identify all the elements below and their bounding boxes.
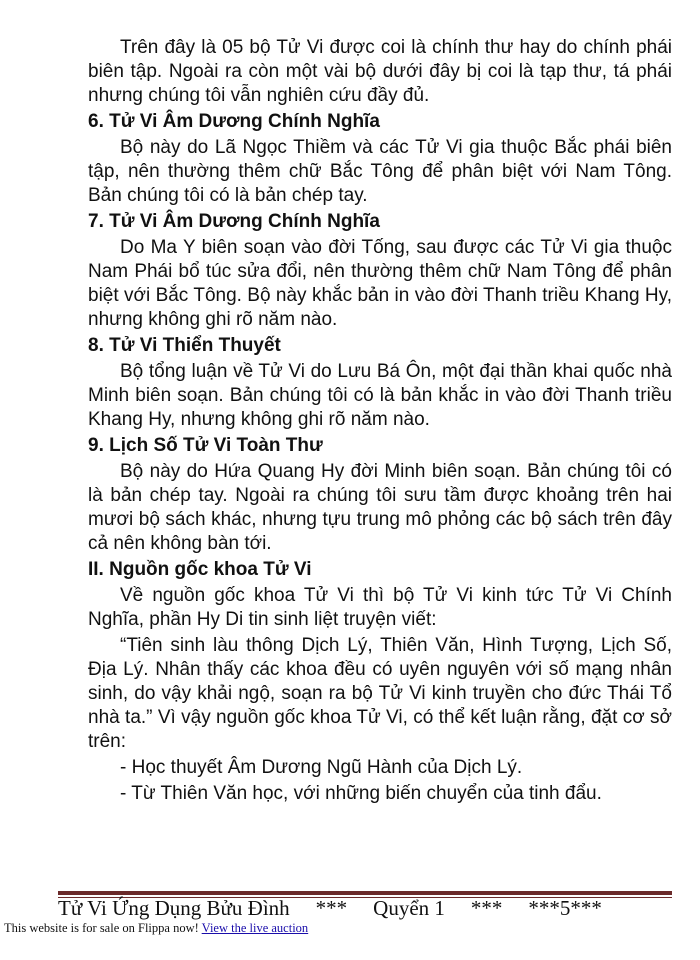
chapter-paragraph: Về nguồn gốc khoa Tử Vi thì bộ Tử Vi kinh tức Tử Vi Chính Nghĩa, phần Hy Di tin sinh liệt truyện viết: [88, 585, 672, 630]
section-body: Bộ tổng luận về Tử Vi do Lưu Bá Ôn, một đại thần khai quốc nhà Minh biên soạn. Bản chúng tôi có là bản khắc in vào đời Thanh triều Khang Hy, nhưng không ghi rõ năm nào. [88, 361, 672, 430]
sale-banner [4, 921, 308, 935]
section-body: Bộ này do Lã Ngọc Thiềm và các Tử Vi gia thuộc Bắc phái biên tập, nên thường thêm chữ Bắc Tông để phân biệt với Nam Tông. Bản chúng tôi có là bản chép tay. [88, 137, 672, 206]
live-auction-link[interactable]: View the live auction [201, 921, 309, 935]
intro-paragraph: Trên đây là 05 bộ Tử Vi được coi là chính thư hay do chính phái biên tập. Ngoài ra còn một vài bộ dưới đây bị coi là tạp thư, tá phái nhưng chúng tôi vẫn nghiên cứu đầy đủ. [88, 37, 672, 106]
chapter-heading: II. Nguồn gốc khoa Tử Vi [88, 559, 312, 580]
page-footer [58, 897, 698, 920]
quote-paragraph: “Tiên sinh làu thông Dịch Lý, Thiên Văn, Hình Tượng, Lịch Số, Địa Lý. Nhân thấy các khoa đều có uyên nguyên với số mạng nhân sinh, do vậy khải ngộ, soạn ra bộ Tử Vi kinh truyền cho đức Thái Tổ nhà ta.” Vì vậy nguồn gốc khoa Tử Vi, có thể kết luận rằng, đặt cơ sở trên: [88, 635, 672, 752]
page-number: ***5*** [528, 896, 602, 920]
list-item: - Từ Thiên Văn học, với những biến chuyển của tinh đẩu. [120, 783, 602, 804]
section-heading: 9. Lịch Số Tử Vi Toàn Thư [88, 435, 323, 456]
volume-label: Quyển 1 [373, 896, 445, 920]
separator: *** [315, 896, 348, 920]
section-heading: 6. Tử Vi Âm Dương Chính Nghĩa [88, 111, 380, 132]
book-title: Tử Vi Ứng Dụng Bửu Đình [58, 896, 290, 920]
page-content [88, 36, 672, 808]
section-body: Do Ma Y biên soạn vào đời Tống, sau được các Tử Vi gia thuộc Nam Phái bổ túc sửa đổi, nên thường thêm chữ Nam Tông để phân biệt với Bắc Tông. Bộ này khắc bản in vào đời Thanh triều Khang Hy, nhưng không ghi rõ năm nào. [88, 237, 672, 330]
section-body: Bộ này do Hứa Quang Hy đời Minh biên soạn. Bản chúng tôi có là bản chép tay. Ngoài ra chúng tôi sưu tầm được khoảng trên hai mươi bộ sách khác, nhưng tựu trung mô phỏng các bộ sách trên đây cả nên không bàn tới. [88, 461, 672, 554]
list-item: - Học thuyết Âm Dương Ngũ Hành của Dịch Lý. [120, 757, 523, 778]
sale-text: This website is for sale on Flippa now! [4, 921, 199, 935]
footer-rule-thick [58, 891, 672, 895]
section-heading: 8. Tử Vi Thiển Thuyết [88, 335, 281, 356]
separator: *** [470, 896, 503, 920]
section-heading: 7. Tử Vi Âm Dương Chính Nghĩa [88, 211, 380, 232]
